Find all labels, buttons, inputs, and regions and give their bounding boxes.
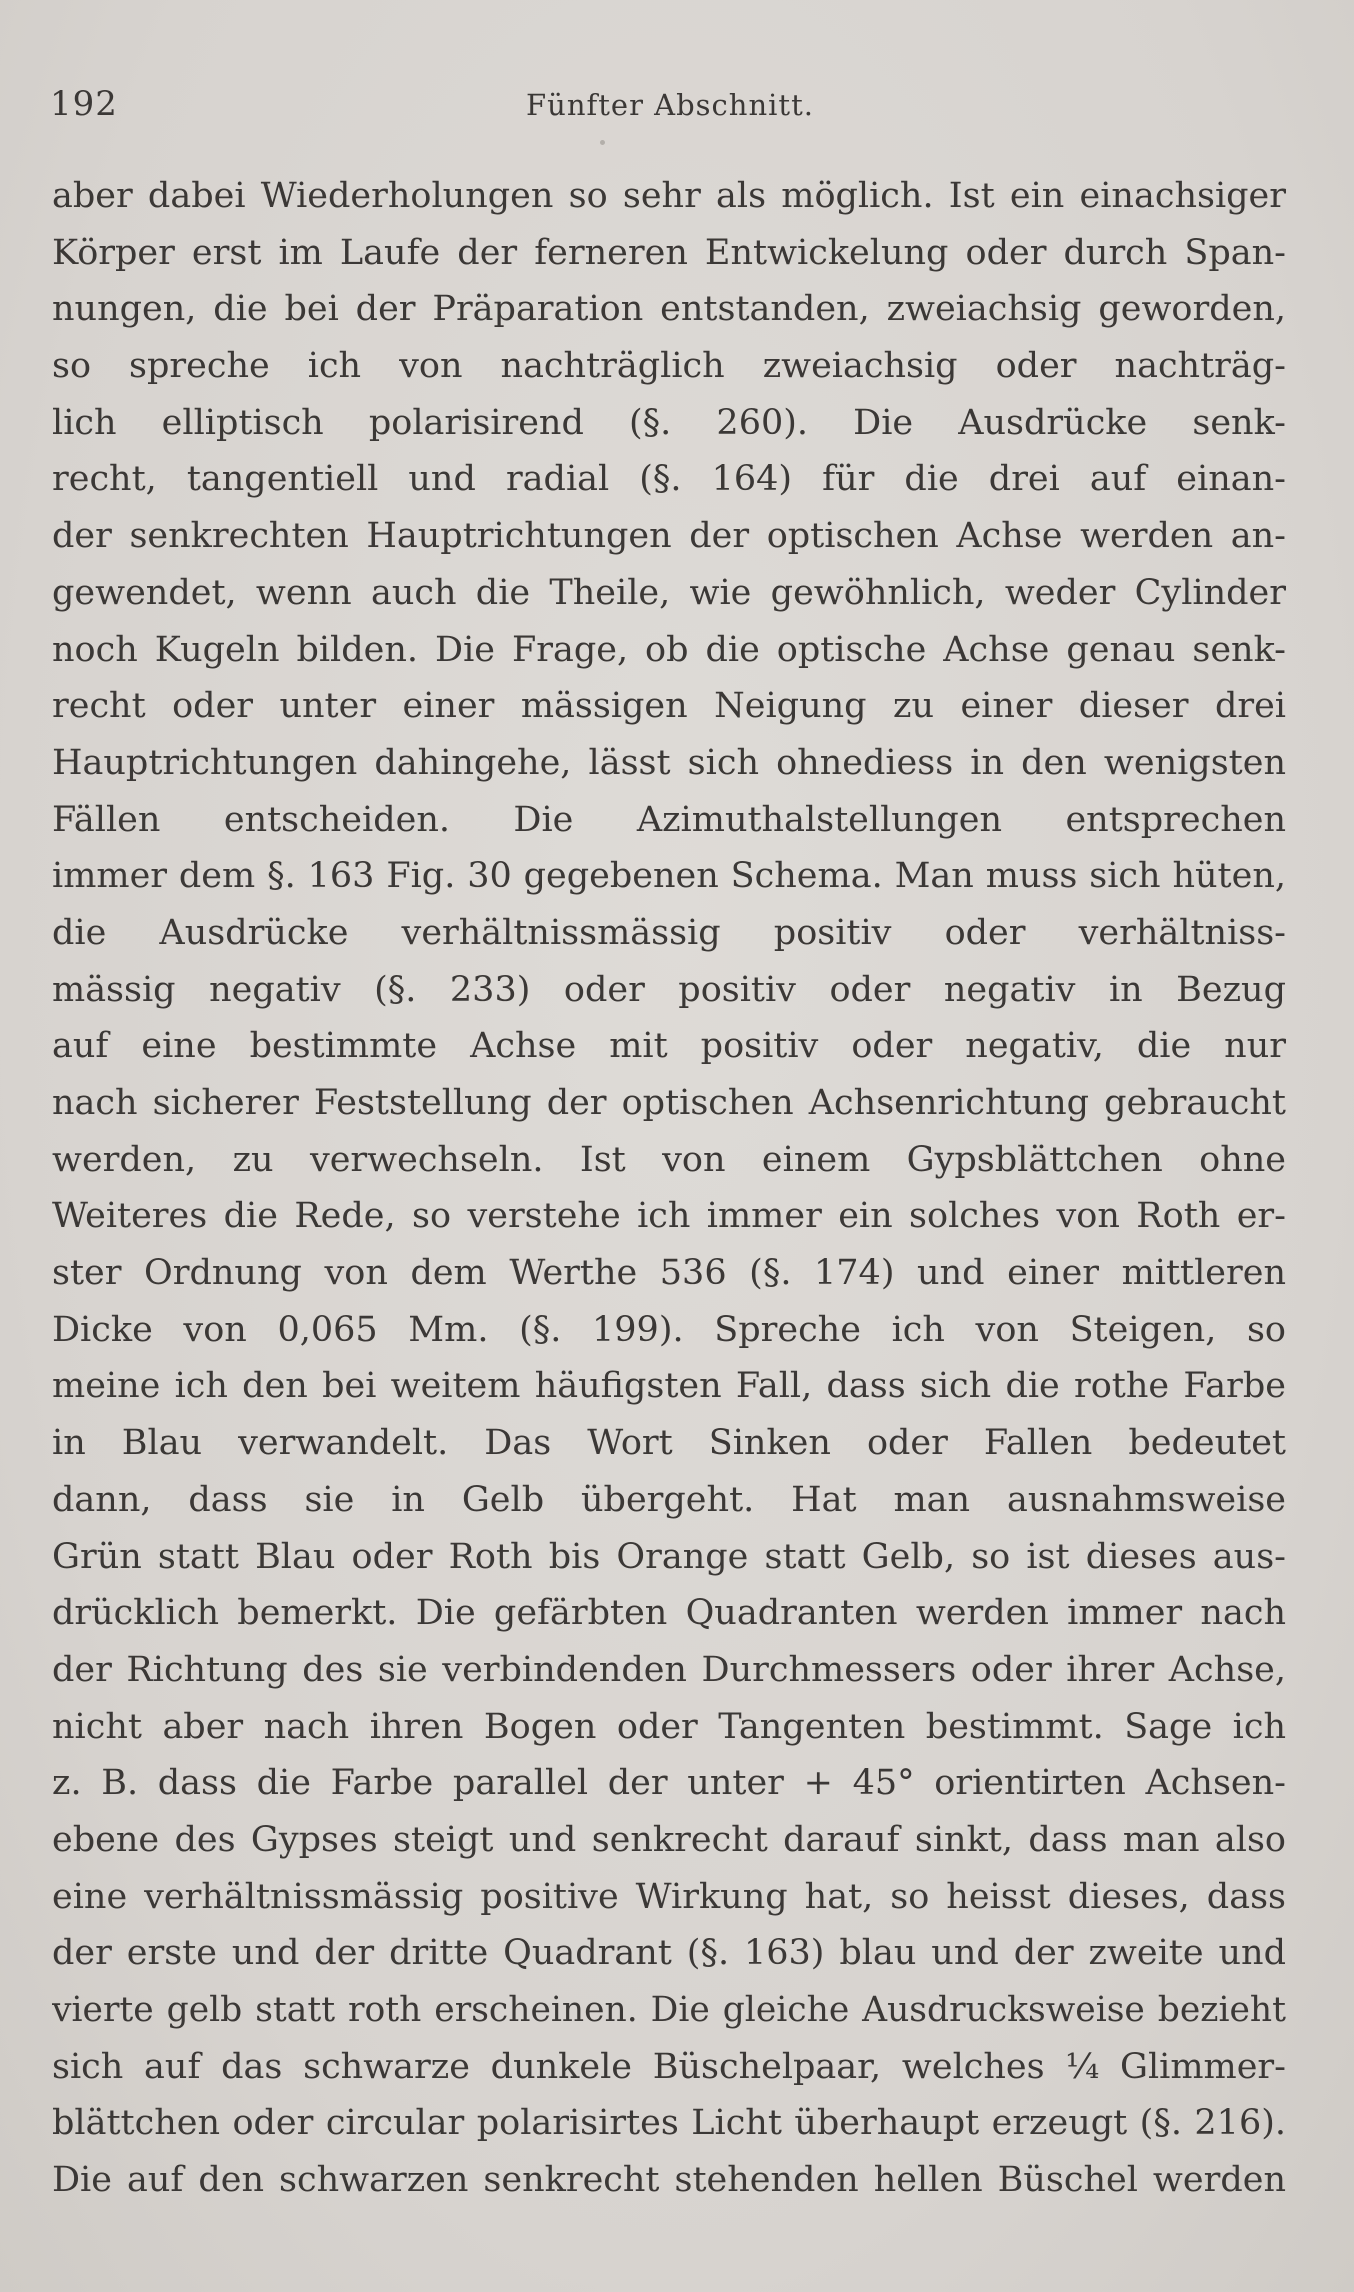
text-line: die Ausdrücke verhältnissmässig positiv oder verhältniss- (52, 912, 1286, 953)
text-line: ebene des Gypses steigt und senkrecht darauf sinkt, dass man also (52, 1819, 1286, 1860)
text-line: drücklich bemerkt. Die gefärbten Quadranten werden immer nach (52, 1593, 1286, 1634)
text-line: gewendet, wenn auch die Theile, wie gewöhnlich, weder Cylinder (52, 572, 1286, 613)
body-text (52, 168, 1286, 2209)
text-line: recht oder unter einer mässigen Neigung zu einer dieser drei (52, 686, 1286, 727)
text-line: Dicke von 0,065 Mm. (§. 199). Spreche ich von Steigen, so (52, 1309, 1286, 1350)
text-line: der Richtung des sie verbindenden Durchmessers oder ihrer Achse, (52, 1649, 1286, 1690)
text-line: in Blau verwandelt. Das Wort Sinken oder Fallen bedeutet (52, 1423, 1286, 1464)
text-line: der senkrechten Hauptrichtungen der optischen Achse werden an- (52, 516, 1286, 557)
page-number: 192 (50, 84, 118, 124)
text-line: so spreche ich von nachträglich zweiachsig oder nachträg- (52, 346, 1286, 387)
text-line: Fällen entscheiden. Die Azimuthalstellungen entsprechen (52, 799, 1286, 840)
text-line: Körper erst im Laufe der ferneren Entwickelung oder durch Span- (52, 232, 1286, 273)
text-line: werden, zu verwechseln. Ist von einem Gypsblättchen ohne (52, 1139, 1286, 1180)
text-line: Die auf den schwarzen senkrecht stehenden hellen Büschel werden (52, 2160, 1286, 2201)
text-line: vierte gelb statt roth erscheinen. Die gleiche Ausdrucksweise bezieht (52, 1990, 1286, 2030)
text-line: Weiteres die Rede, so verstehe ich immer ein solches von Roth er- (52, 1196, 1286, 1237)
text-line: der erste und der dritte Quadrant (§. 163) blau und der zweite und (52, 1933, 1286, 1974)
text-line: ster Ordnung von dem Werthe 536 (§. 174) und einer mittleren (52, 1253, 1286, 1294)
text-line: sich auf das schwarze dunkele Büschelpaar, welches ¼ Glimmer- (52, 2046, 1286, 2087)
text-line: Grün statt Blau oder Roth bis Orange statt Gelb, so ist dieses aus- (52, 1536, 1286, 1577)
text-line: auf eine bestimmte Achse mit positiv oder negativ, die nur (52, 1026, 1286, 1067)
text-line: z. B. dass die Farbe parallel der unter + 45° orientirten Achsen- (52, 1763, 1286, 1804)
text-line: nach sicherer Feststellung der optischen Achsenrichtung gebraucht (52, 1083, 1286, 1123)
text-line: nicht aber nach ihren Bogen oder Tangenten bestimmt. Sage ich (52, 1706, 1286, 1747)
page-header (50, 84, 1290, 134)
text-line: nungen, die bei der Präparation entstanden, zweiachsig geworden, (52, 289, 1286, 330)
text-line: Hauptrichtungen dahingehe, lässt sich ohnediess in den wenigsten (52, 742, 1286, 783)
text-line: immer dem §. 163 Fig. 30 gegebenen Schema. Man muss sich hüten, (52, 856, 1286, 897)
text-line: eine verhältnissmässig positive Wirkung hat, so heisst dieses, dass (52, 1876, 1286, 1917)
text-line: aber dabei Wiederholungen so sehr als möglich. Ist ein einachsiger (52, 176, 1286, 216)
text-line: lich elliptisch polarisirend (§. 260). Die Ausdrücke senk- (52, 402, 1286, 443)
text-line: recht, tangentiell und radial (§. 164) für die drei auf einan- (52, 459, 1286, 500)
text-line: dann, dass sie in Gelb übergeht. Hat man ausnahmsweise (52, 1479, 1286, 1520)
running-head: Fünfter Abschnitt. (526, 88, 814, 122)
text-line: noch Kugeln bilden. Die Frage, ob die optische Achse genau senk- (52, 629, 1286, 670)
text-line: meine ich den bei weitem häufigsten Fall, dass sich die rothe Farbe (52, 1366, 1286, 1407)
text-line: blättchen oder circular polarisirtes Licht überhaupt erzeugt (§. 216). (52, 2103, 1286, 2144)
text-line: mässig negativ (§. 233) oder positiv oder negativ in Bezug (52, 969, 1286, 1010)
ink-speck (600, 140, 605, 145)
